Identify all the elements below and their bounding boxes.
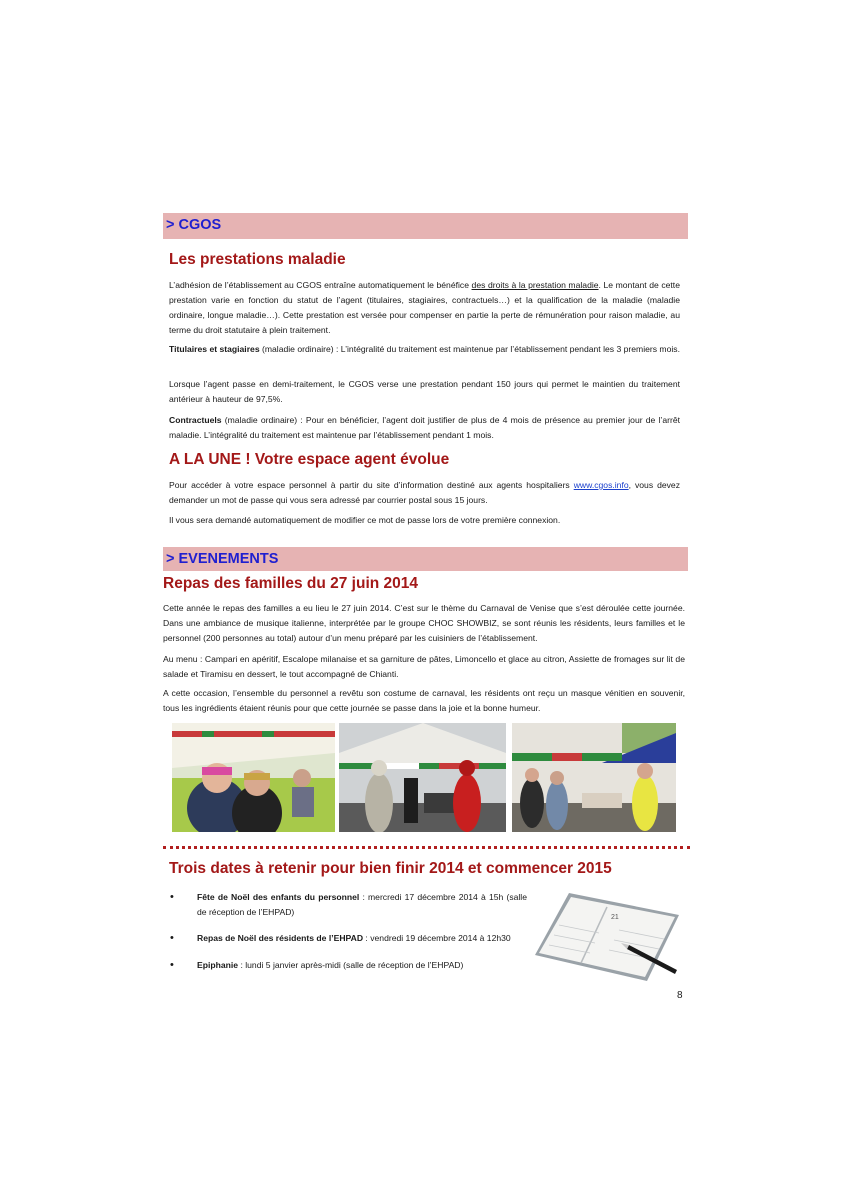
cgos-link[interactable]: www.cgos.info bbox=[573, 480, 629, 490]
heading-repas-familles: Repas des familles du 27 juin 2014 bbox=[163, 575, 419, 592]
bold-text: Fête de Noël des enfants du personnel bbox=[197, 892, 360, 902]
paragraph: Il vous sera demandé automatiquement de modifier ce mot de passe lors de votre première connexion. bbox=[169, 515, 561, 525]
photo-residents-masks bbox=[172, 723, 335, 832]
bold-text: Titulaires et stagiaires bbox=[169, 344, 260, 354]
section-title: > CGOS bbox=[166, 217, 222, 233]
bold-text: Epiphanie bbox=[197, 960, 239, 970]
text: Pour accéder à votre espace personnel à partir du site d’information destiné aux agents hospitaliers bbox=[169, 480, 574, 490]
photo-garden-party bbox=[512, 723, 676, 832]
paragraph: A cette occasion, l’ensemble du personnel a revêtu son costume de carnaval, les résidents ont reçu un masque vénitien en souvenir, tous les ingrédients étaient réunis pour que cette journée se passe dans la joie et la bonne humeur. bbox=[163, 688, 685, 713]
text: , vous devez demander un mot de passe qui vous sera adressé par courrier postal sous 15 jours. bbox=[169, 480, 681, 505]
paragraph bbox=[169, 278, 680, 338]
heading-a-la-une: A LA UNE ! Votre espace agent évolue bbox=[169, 451, 450, 468]
text: (maladie ordinaire) : Pour en bénéficier, l’agent doit justifier de plus de 4 mois de présence au premier jour de l’arrêt maladie. L’intégralité du traitement est maintenue par l’établissement pendant 1 mois. bbox=[169, 415, 680, 440]
section-bar-evenements bbox=[163, 547, 688, 571]
photo-costumed-performers bbox=[339, 723, 506, 832]
agenda-pen-image bbox=[529, 885, 681, 986]
text: : vendredi 19 décembre 2014 à 12h30 bbox=[363, 933, 511, 943]
bold-text: Contractuels bbox=[169, 415, 222, 425]
dotted-separator bbox=[163, 846, 690, 849]
bold-text: Repas de Noël des résidents de l’EHPAD bbox=[197, 933, 364, 943]
paragraph: Au menu : Campari en apéritif, Escalope milanaise et sa garniture de pâtes, Limoncello et glace au citron, Assiette de fromages sur lit de salade et Tiramisu en dessert, le tout accompagné de Chianti. bbox=[163, 654, 685, 679]
page-number: 8 bbox=[677, 990, 683, 1001]
text: : mercredi 17 décembre 2014 à 15h (salle de réception de l’EHPAD) bbox=[197, 892, 527, 917]
paragraph: Cette année le repas des familles a eu lieu le 27 juin 2014. C’est sur le thème du Carnaval de Venise que s’est déroulée cette journée. Dans une ambiance de musique italienne, interprétée par le groupe CHOC SHOWBIZ, se sont réunis les résidents, leurs familles et le personnel (200 personnes au total) autour d’un menu préparé par les cuisiniers de l’établissement. bbox=[163, 603, 685, 643]
list-item bbox=[170, 890, 527, 920]
paragraph bbox=[169, 413, 680, 443]
section-title: > EVENEMENTS bbox=[166, 551, 279, 567]
underlined-text: des droits à la prestation maladie bbox=[471, 280, 599, 290]
text: (maladie ordinaire) : L’intégralité du traitement est maintenue par l’établissement pendant les 3 premiers mois. bbox=[259, 344, 680, 354]
list-item bbox=[170, 931, 537, 946]
bullet-icon: • bbox=[170, 891, 174, 903]
bullet-icon: • bbox=[170, 959, 174, 971]
text: : lundi 5 janvier après-midi (salle de réception de l’EHPAD) bbox=[238, 960, 464, 970]
bullet-icon: • bbox=[170, 932, 174, 944]
section-bar-cgos bbox=[163, 213, 688, 239]
heading-prestations-maladie: Les prestations maladie bbox=[169, 251, 346, 268]
paragraph bbox=[169, 342, 680, 357]
paragraph bbox=[169, 478, 680, 508]
text: L’adhésion de l’établissement au CGOS entraîne automatiquement le bénéfice bbox=[169, 280, 472, 290]
text: . Le montant de cette prestation varie en fonction du statut de l’agent (titulaires, stagiaires, contractuels…) et la qualification de la maladie (maladie ordinaire, longue maladie…). Cette prestation est versée pour compenser en partie la perte de rémunération pour raison maladie, au terme du droit statutaire à plein traitement. bbox=[169, 280, 680, 335]
heading-trois-dates: Trois dates à retenir pour bien finir 2014 et commencer 2015 bbox=[169, 860, 612, 877]
paragraph: Lorsque l’agent passe en demi-traitement, le CGOS verse une prestation pendant 150 jours qui permet le maintien du traitement antérieur à hauteur de 97,5%. bbox=[169, 379, 680, 404]
list-item bbox=[170, 958, 537, 973]
agenda-day: 21 bbox=[611, 914, 619, 921]
